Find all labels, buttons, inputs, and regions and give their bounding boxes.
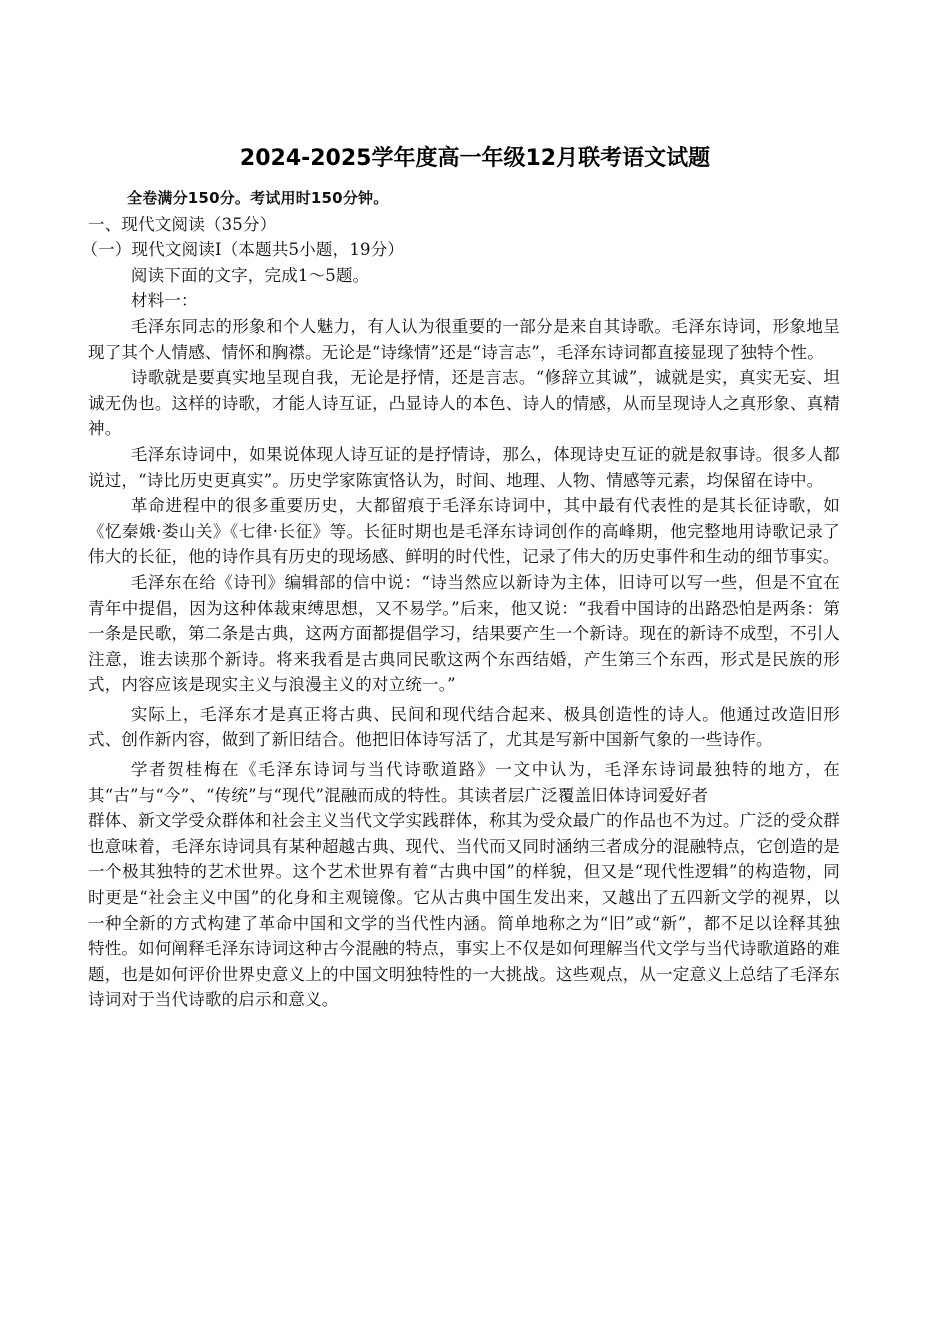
material-label: 材料一： (130, 291, 198, 311)
subsection-heading: （一）现代文阅读I（本题共5小题，19分） (81, 240, 405, 260)
paragraph: 毛泽东诗词中，如果说体现人诗互证的是抒情诗，那么，体现诗史互证的就是叙事诗。很多人都说过，“诗比历史更真实”。历史学家陈寅恪认为，时间、地理、人物、情感等元素，均保留在诗中。 (88, 444, 840, 490)
exam-body (81, 186, 840, 1013)
paragraph: 诗歌就是要真实地呈现自我，无论是抒情，还是言志。“修辞立其诚”，诚就是实，真实无妄、坦诚无伪也。这样的诗歌，才能人诗互证，凸显诗人的本色、诗人的情感，从而呈现诗人之真形象、真精神。 (88, 368, 840, 439)
exam-intro: 全卷满分150分。考试用时150分钟。 (127, 189, 389, 207)
paragraph: 实际上，毛泽东才是真正将古典、民间和现代结合起来、极具创造性的诗人。他通过改造旧形式、创作新内容，做到了新旧结合。他把旧体诗写活了，尤其是写新中国新气象的一些诗作。 (88, 704, 840, 750)
paragraph: 毛泽东在给《诗刊》编辑部的信中说：“诗当然应以新诗为主体，旧诗可以写一些，但是不宜在青年中提倡，因为这种体裁束缚思想，又不易学。”后来，他又说：“我看中国诗的出路恐怕是两条：第一条是民歌，第二条是古典，这两方面都提倡学习，结果要产生一个新诗。现在的新诗不成型，不引人注意，谁去读那个新诗。将来我看是古典同民歌这两个东西结婚，产生第三个东西，形式是民族的形式，内容应该是现实主义与浪漫主义的对立统一。” (88, 572, 840, 695)
paragraph: 学者贺桂梅在《毛泽东诗词与当代诗歌道路》一文中认为，毛泽东诗词最独特的地方，在其“古”与“今”、“传统”与“现代”混融而成的特性。其读者层广泛覆盖旧体诗词爱好者 (88, 760, 840, 805)
exam-title: 2024-2025学年度高一年级12月联考语文试题 (239, 146, 711, 171)
reading-instruction: 阅读下面的文字，完成1～5题。 (130, 265, 370, 285)
paragraph-continuation: 群体、新文学受众群体和社会主义当代文学实践群体，称其为受众最广的作品也不为过。广泛的受众群也意味着，毛泽东诗词具有某种超越古典、现代、当代而又同时涵纳三者成分的混融特点，它创造的是一个极其独特的艺术世界。这个艺术世界有着“古典中国”的样貌，但又是“现代性逻辑”的构造物，同时更是“社会主义中国”的化身和主观镜像。它从古典中国生发出来，又越出了五四新文学的视界，以一种全新的方式构建了革命中国和文学的当代性内涵。简单地称之为“旧”或“新”，都不足以诠释其独特性。如何阐释毛泽东诗词这种古今混融的特点，事实上不仅是如何理解当代文学与当代诗歌道路的难题，也是如何评价世界史意义上的中国文明独特性的一大挑战。这些观点，从一定意义上总结了毛泽东诗词对于当代诗歌的启示和意义。 (88, 811, 840, 1010)
paragraph: 革命进程中的很多重要历史，大都留痕于毛泽东诗词中，其中最有代表性的是其长征诗歌，如《忆秦娥·娄山关》《七律·长征》等。长征时期也是毛泽东诗词创作的高峰期，他完整地用诗歌记录了伟大的长征，他的诗作具有历史的现场感、鲜明的时代性，记录了伟大的历史事件和生动的细节事实。 (88, 496, 840, 567)
paragraph: 毛泽东同志的形象和个人魅力，有人认为很重要的一部分是来自其诗歌。毛泽东诗词，形象地呈现了其个人情感、情怀和胸襟。无论是“诗缘情”还是“诗言志”，毛泽东诗词都直接显现了独特个性。 (88, 316, 840, 362)
section-heading: 一、现代文阅读（35分） (88, 214, 277, 234)
